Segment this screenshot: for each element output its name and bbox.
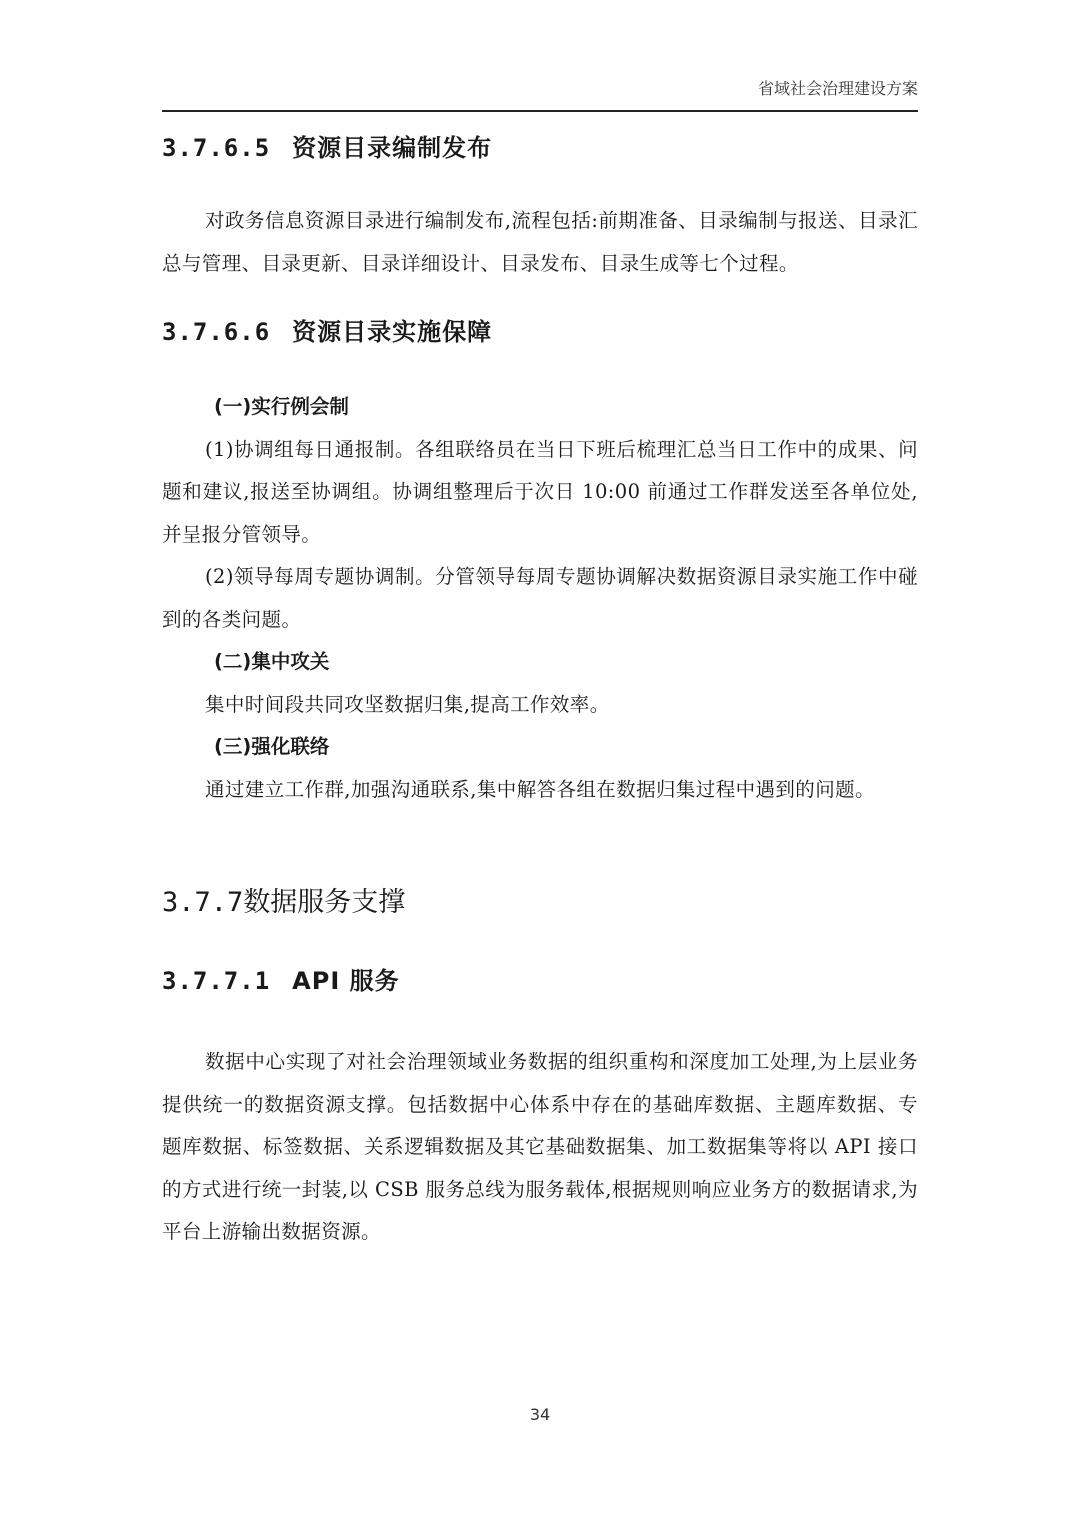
subheading-meeting: (一)实行例会制 [214, 395, 349, 418]
subheading-liaison: (三)强化联络 [214, 735, 330, 758]
paragraph-weekly-meeting: (2)领导每周专题协调制。分管领导每周专题协调解决数据资源目录实施工作中碰到的各类问题。 [162, 565, 918, 631]
heading-3771 [162, 957, 918, 1005]
heading-title: 数据服务支撑 [243, 887, 406, 918]
heading-number: 3.7.6.6 [162, 318, 271, 346]
paragraph-3765: 对政务信息资源目录进行编制发布,流程包括:前期准备、目录编制与报送、目录汇总与管理、目录更新、目录详细设计、目录发布、目录生成等七个过程。 [162, 209, 918, 275]
heading-number: 3.7.6.5 [162, 134, 271, 162]
heading-number: 3.7.7.1 [162, 967, 271, 995]
heading-number: 3.7.7 [162, 887, 244, 918]
subheading-focus: (二)集中攻关 [214, 650, 330, 673]
paragraph-focus: 集中时间段共同攻坚数据归集,提高工作效率。 [205, 692, 610, 716]
paragraph-daily-report: (1)协调组每日通报制。各组联络员在当日下班后梳理汇总当日工作中的成果、问题和建议,报送至协调组。协调组整理后于次日 10:00 前通过工作群发送至各单位处,并呈报分管领导。 [162, 437, 918, 546]
heading-3766 [162, 308, 918, 356]
heading-3765 [162, 124, 918, 172]
paragraph-liaison: 通过建立工作群,加强沟通联系,集中解答各组在数据归集过程中遇到的问题。 [205, 777, 875, 801]
header-rule [162, 110, 918, 112]
heading-title: API 服务 [292, 967, 400, 995]
running-header: 省域社会治理建设方案 [757, 79, 918, 98]
heading-title: 资源目录实施保障 [292, 318, 493, 346]
heading-title: 资源目录编制发布 [292, 134, 493, 162]
page-content [162, 124, 918, 1254]
paragraph-api-service: 数据中心实现了对社会治理领域业务数据的组织重构和深度加工处理,为上层业务提供统一的数据资源支撑。包括数据中心体系中存在的基础库数据、主题库数据、专题库数据、标签数据、关系逻辑数据及其它基础数据集、加工数据集等将以 API 接口的方式进行统一封装,以 CSB 服务总线为服务载体,根据规则响应业务方的数据请求,为平台上游输出数据资源。 [162, 1050, 918, 1243]
page-number: 34 [529, 1405, 551, 1424]
heading-377 [162, 877, 918, 929]
